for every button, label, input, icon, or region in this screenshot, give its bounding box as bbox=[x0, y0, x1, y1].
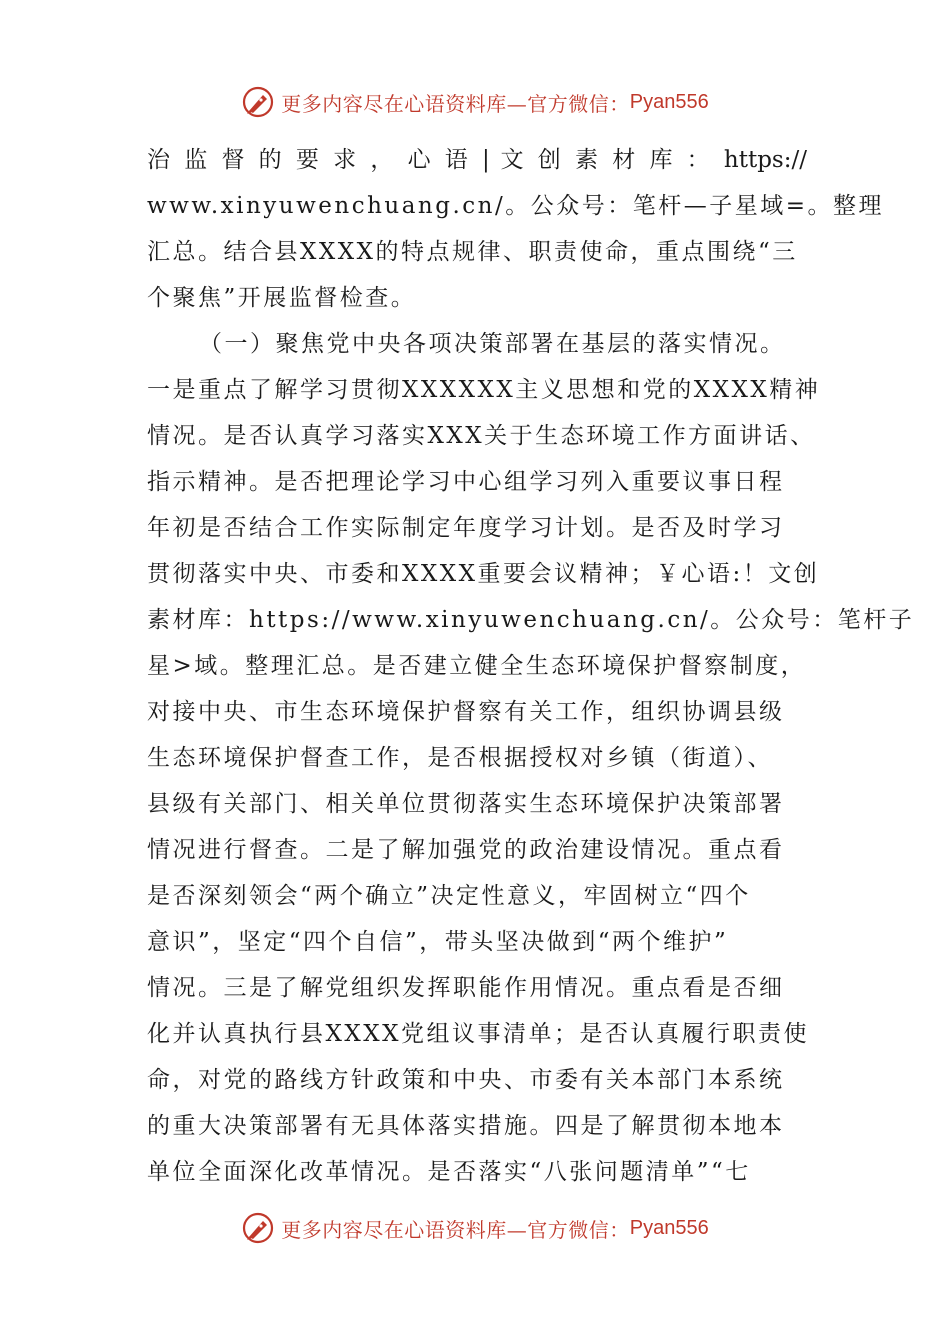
text-line: 对接中央、市生态环境保护督察有关工作，组织协调县级 bbox=[147, 699, 785, 725]
text-line: 单位全面深化改革情况。是否落实“八张问题清单”“七 bbox=[147, 1159, 751, 1185]
text-line: 指示精神。是否把理论学习中心组学习列入重要议事日程 bbox=[147, 469, 785, 495]
text-line: 贯彻落实中央、市委和XXXX重要会议精神；￥心语:！文创 bbox=[147, 561, 820, 587]
text-line: 化并认真执行县XXXX党组议事清单；是否认真履行职责使 bbox=[147, 1021, 809, 1047]
text-line: www.xinyuwenchuang.cn/。公众号：笔杆—子星域=。整理 bbox=[147, 193, 884, 219]
header-banner-text: 更多内容尽在心语资料库—官方微信： bbox=[281, 91, 630, 116]
text-line: 一是重点了解学习贯彻XXXXXX主义思想和党的XXXX精神 bbox=[147, 377, 821, 403]
text-line: 治 监 督 的 要 求 ， 心 语 | 文 创 素 材 库 ： https:// bbox=[147, 147, 807, 173]
text-line: 情况进行督查。二是了解加强党的政治建设情况。重点看 bbox=[147, 837, 785, 863]
text-line: 是否深刻领会“两个确立”决定性意义，牢固树立“四个 bbox=[147, 883, 751, 909]
footer-wechat-id: Pyan556 bbox=[629, 1216, 709, 1239]
text-line: 个聚焦”开展监督检查。 bbox=[147, 285, 417, 311]
footer-banner-text: 更多内容尽在心语资料库—官方微信： bbox=[281, 1217, 630, 1242]
header-wechat-id: Pyan556 bbox=[629, 90, 709, 113]
text-line: 生态环境保护督查工作，是否根据授权对乡镇（街道）、 bbox=[147, 745, 773, 771]
text-line: 县级有关部门、相关单位贯彻落实生态环境保护决策部署 bbox=[147, 791, 785, 817]
text-line: 素材库：https://www.xinyuwenchuang.cn/。公众号：笔杆子 bbox=[147, 607, 915, 633]
footer-banner bbox=[0, 1208, 950, 1248]
pen-nib-logo-icon bbox=[241, 85, 275, 119]
text-line: 意识”，坚定“四个自信”，带头坚决做到“两个维护” bbox=[147, 929, 729, 955]
text-line: 汇总。结合县XXXX的特点规律、职责使命，重点围绕“三 bbox=[147, 239, 798, 265]
text-line: 的重大决策部署有无具体落实措施。四是了解贯彻本地本 bbox=[147, 1113, 785, 1139]
text-line: 命，对党的路线方针政策和中央、市委有关本部门本系统 bbox=[147, 1067, 785, 1093]
pen-nib-logo-icon bbox=[241, 1211, 275, 1245]
text-line: 星>域。整理汇总。是否建立健全生态环境保护督察制度， bbox=[147, 653, 807, 679]
text-line: 年初是否结合工作实际制定年度学习计划。是否及时学习 bbox=[147, 515, 785, 541]
text-line: 情况。三是了解党组织发挥职能作用情况。重点看是否细 bbox=[147, 975, 785, 1001]
text-line: 情况。是否认真学习落实XXX关于生态环境工作方面讲话、 bbox=[147, 423, 816, 449]
document-body bbox=[147, 137, 915, 1195]
section-heading: （一）聚焦党中央各项决策部署在基层的落实情况。 bbox=[199, 331, 786, 357]
header-banner bbox=[0, 82, 950, 122]
